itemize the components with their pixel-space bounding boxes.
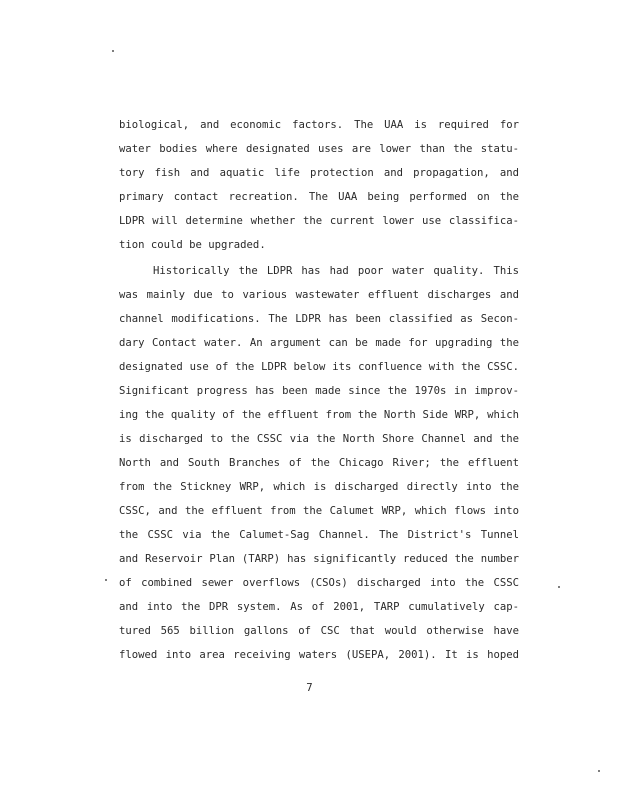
text-line: water bodies where designated uses are lower than the statu- xyxy=(119,143,519,155)
text-line: tory fish and aquatic life protection and propagation, and xyxy=(119,167,519,179)
scan-speck xyxy=(112,50,114,52)
text-line: North and South Branches of the Chicago River; the effluent xyxy=(119,457,519,469)
text-line: and into the DPR system. As of 2001, TARP cumulatively cap- xyxy=(119,601,519,613)
text-line: primary contact recreation. The UAA being performed on the xyxy=(119,191,519,203)
text-line: of combined sewer overflows (CSOs) discharged into the CSSC xyxy=(119,577,519,589)
text-line: from the Stickney WRP, which is discharged directly into the xyxy=(119,481,519,493)
text-line: channel modifications. The LDPR has been classified as Secon- xyxy=(119,313,519,325)
scan-speck xyxy=(105,579,107,581)
text-line: Historically the LDPR has had poor water quality. This xyxy=(153,265,519,277)
text-line: Significant progress has been made since the 1970s in improv- xyxy=(119,385,519,397)
text-line: CSSC, and the effluent from the Calumet WRP, which flows into xyxy=(119,505,519,517)
text-line: dary Contact water. An argument can be made for upgrading the xyxy=(119,337,519,349)
text-line: and Reservoir Plan (TARP) has significantly reduced the number xyxy=(119,553,519,565)
text-line: LDPR will determine whether the current lower use classifica- xyxy=(119,215,519,227)
scan-speck xyxy=(598,770,600,772)
page-number: 7 xyxy=(306,682,313,694)
text-line: flowed into area receiving waters (USEPA, 2001). It is hoped xyxy=(119,649,519,661)
text-line: designated use of the LDPR below its confluence with the CSSC. xyxy=(119,361,519,373)
text-line: biological, and economic factors. The UAA is required for xyxy=(119,119,519,131)
text-line: the CSSC via the Calumet-Sag Channel. The District's Tunnel xyxy=(119,529,519,541)
scan-speck xyxy=(558,586,560,588)
text-line: tured 565 billion gallons of CSC that would otherwise have xyxy=(119,625,519,637)
text-line: is discharged to the CSSC via the North Shore Channel and the xyxy=(119,433,519,445)
text-line: was mainly due to various wastewater effluent discharges and xyxy=(119,289,519,301)
text-line: tion could be upgraded. xyxy=(119,239,266,251)
text-line: ing the quality of the effluent from the North Side WRP, which xyxy=(119,409,519,421)
